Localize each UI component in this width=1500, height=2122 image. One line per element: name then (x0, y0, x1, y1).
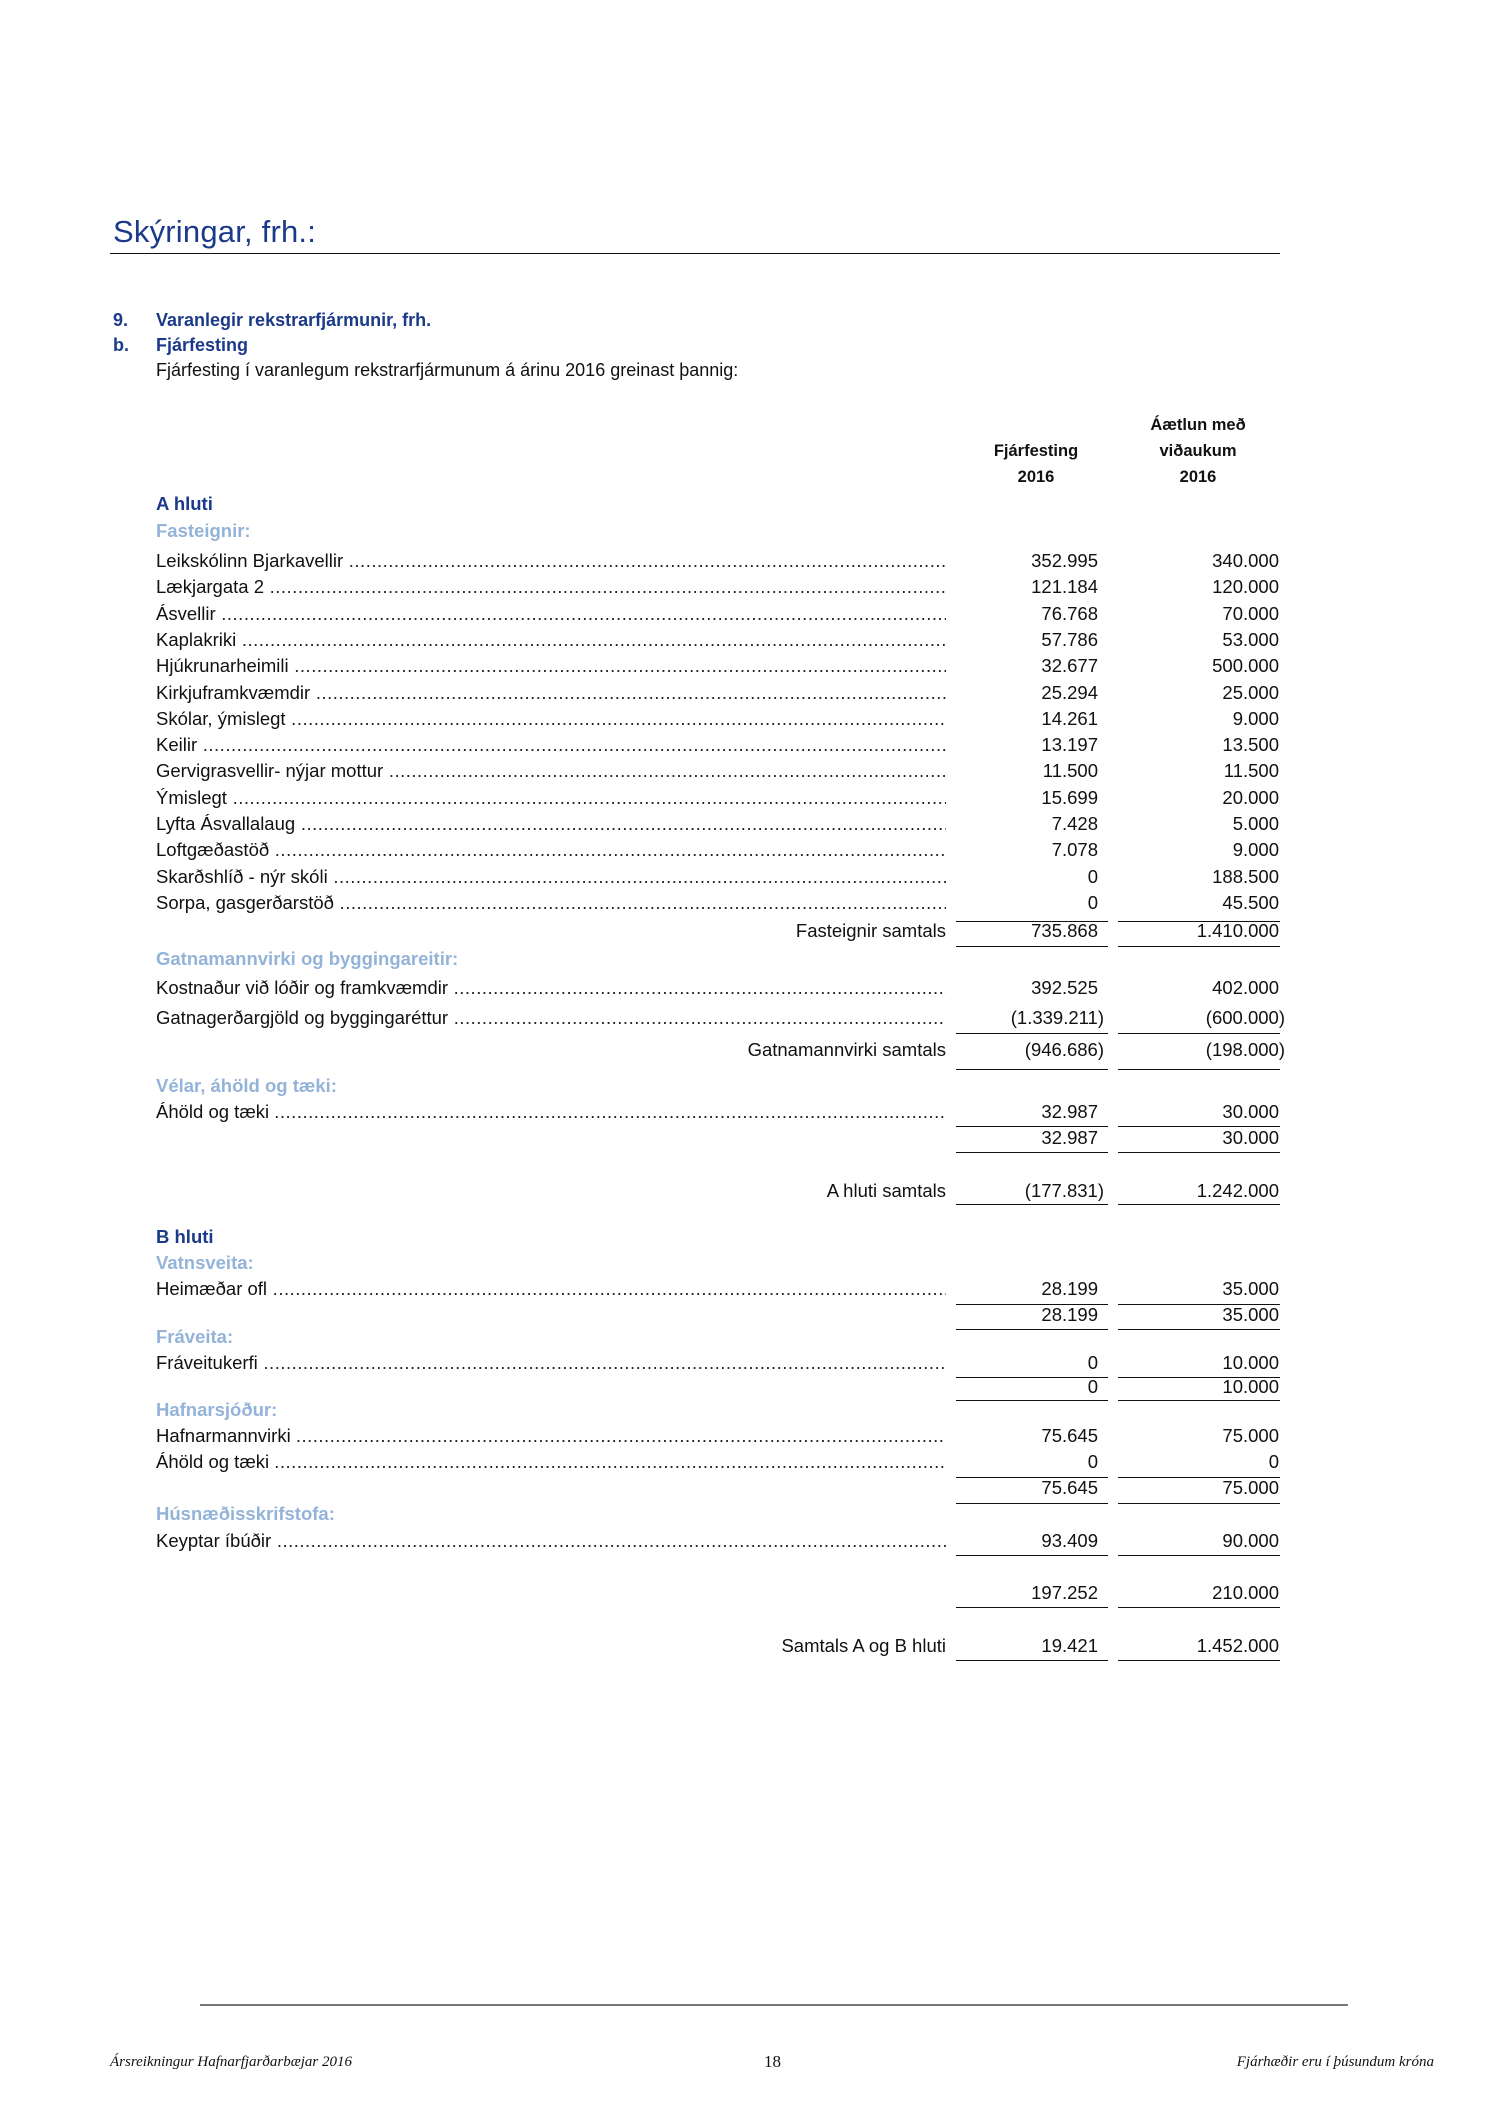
row-label: Sorpa, gasgerðarstöð ..... (156, 892, 946, 914)
part-b-heading: B hluti (156, 1226, 214, 1247)
row-value-fjarfesting: 75.645 (1041, 1425, 1098, 1446)
table-row (156, 1352, 1279, 1378)
row-label: Lyfta Ásvallalaug ..... (156, 813, 946, 835)
row-value-fjarfesting: 76.768 (1041, 602, 1098, 624)
total-row-vatnsveita (156, 1304, 1279, 1330)
column-header-line: viðaukum (1159, 442, 1237, 460)
total-value-fjarfesting: 75.645 (1041, 1477, 1098, 1498)
row-value-aaetlun: 35.000 (1222, 1278, 1279, 1299)
total-label: A hluti samtals (826, 1180, 946, 1201)
grand-total-row (156, 1635, 1279, 1661)
total-row-a-hluti (156, 1180, 1279, 1206)
row-value-fjarfesting: 7.428 (1051, 813, 1098, 834)
subtotal-rule (956, 1033, 1108, 1034)
total-value-aaetlun: (198.000) (1205, 1039, 1285, 1060)
table-row (156, 734, 1279, 760)
total-value-aaetlun: 75.000 (1222, 1477, 1279, 1498)
total-value-aaetlun: 30.000 (1222, 1127, 1279, 1148)
total-rule (1118, 1204, 1280, 1205)
row-label: Ýmislegt ..... (156, 787, 946, 809)
row-label: Kirkjuframkvæmdir ..... (156, 682, 946, 704)
column-header-line: Áætlun með (1150, 416, 1246, 434)
total-rule (956, 1400, 1108, 1401)
total-value-fjarfesting: 32.987 (1041, 1127, 1098, 1148)
table-row (156, 550, 1279, 576)
category-fasteignir: Fasteignir: (156, 520, 251, 541)
table-row (156, 1278, 1279, 1304)
table-row (156, 891, 1279, 918)
total-rule (956, 1204, 1108, 1205)
row-value-fjarfesting: 14.261 (1041, 707, 1098, 729)
row-label: Skarðshlíð - nýr skóli ..... (156, 866, 946, 888)
total-rule (1118, 1152, 1280, 1153)
total-rule (956, 1152, 1108, 1153)
total-row-hafnarsjodur (156, 1477, 1279, 1503)
row-label: Áhöld og tæki ..... (156, 1451, 946, 1473)
row-value-fjarfesting: 57.786 (1041, 628, 1098, 650)
part-a-heading: A hluti (156, 493, 213, 514)
row-value-fjarfesting: 13.197 (1041, 734, 1098, 756)
row-value-fjarfesting: 32.677 (1041, 655, 1098, 677)
row-value-aaetlun: 11.500 (1223, 760, 1279, 782)
row-value-aaetlun: 188.500 (1212, 865, 1279, 887)
row-label: Lækjargata 2 ..... (156, 576, 946, 598)
table-row (156, 1530, 1279, 1556)
row-value-aaetlun: 70.000 (1222, 602, 1279, 624)
row-value-aaetlun: 340.000 (1212, 550, 1279, 571)
row-label: Gervigrasvellir- nýjar mottur ..... (156, 760, 946, 782)
row-value-aaetlun: 90.000 (1222, 1530, 1279, 1551)
total-rule (956, 1329, 1108, 1330)
row-value-fjarfesting: 93.409 (1041, 1530, 1098, 1551)
row-label: Keilir ..... (156, 734, 946, 756)
table-row (156, 681, 1279, 708)
table-row (156, 576, 1279, 602)
total-label: Samtals A og B hluti (781, 1635, 946, 1656)
table-row (156, 760, 1279, 786)
row-label: Áhöld og tæki ..... (156, 1101, 946, 1123)
section-title: Varanlegir rekstrarfjármunir, frh. (156, 310, 432, 330)
table-row (156, 602, 1279, 629)
row-value-fjarfesting: (1.339.211) (1010, 1007, 1104, 1028)
row-label: Skólar, ýmislegt ..... (156, 708, 946, 730)
section-number: 9. (113, 310, 129, 330)
total-label: Fasteignir samtals (795, 920, 946, 941)
table-row (156, 628, 1279, 655)
table-row (156, 813, 1279, 839)
total-value-fjarfesting: 735.868 (1031, 920, 1098, 941)
category-vatnsveita: Vatnsveita: (156, 1252, 254, 1273)
row-value-aaetlun: 5.000 (1232, 813, 1279, 834)
total-rule (956, 1555, 1108, 1556)
row-value-fjarfesting: 25.294 (1041, 681, 1098, 703)
total-value-aaetlun: 10.000 (1222, 1376, 1279, 1397)
category-velar: Vélar, áhöld og tæki: (156, 1075, 337, 1096)
total-value-fjarfesting: 28.199 (1041, 1304, 1098, 1325)
category-fraveita: Fráveita: (156, 1326, 234, 1347)
page-number: 18 (764, 2052, 781, 2071)
row-value-fjarfesting: 0 (1087, 865, 1098, 887)
total-rule (956, 1660, 1108, 1661)
row-label: Kostnaður við lóðir og framkvæmdir ..... (156, 977, 946, 999)
table-row (156, 707, 1279, 734)
category-gatnamannvirki: Gatnamannvirki og byggingareitir: (156, 948, 459, 969)
total-rule (1118, 1329, 1280, 1330)
total-rule (1118, 1069, 1280, 1070)
row-value-fjarfesting: 7.078 (1051, 839, 1098, 861)
total-value-fjarfesting: 0 (1087, 1376, 1098, 1397)
total-rule (1118, 1400, 1280, 1401)
row-value-aaetlun: 75.000 (1222, 1425, 1279, 1446)
table-row (156, 865, 1279, 892)
table-row (156, 977, 1279, 1003)
footer-document-title: Ársreikningur Hafnarfjarðarbæjar 2016 (110, 2054, 352, 2070)
row-value-fjarfesting: 28.199 (1041, 1278, 1098, 1299)
total-row-fasteignir (156, 920, 1279, 946)
table-row (156, 1425, 1279, 1451)
row-label: Hafnarmannvirki ..... (156, 1425, 946, 1447)
row-value-aaetlun: 13.500 (1222, 734, 1279, 756)
row-label: Hjúkrunarheimili ..... (156, 655, 946, 677)
row-value-fjarfesting: 0 (1087, 891, 1098, 913)
total-value-fjarfesting: 19.421 (1041, 1635, 1098, 1656)
table-row (156, 655, 1279, 681)
row-value-fjarfesting: 121.184 (1031, 576, 1098, 598)
total-row-fraveita (156, 1376, 1279, 1402)
row-value-aaetlun: 25.000 (1222, 681, 1279, 703)
row-label: Kaplakriki ..... (156, 629, 946, 651)
category-hafnarsjodur: Hafnarsjóður: (156, 1399, 278, 1420)
total-rule (1118, 1503, 1280, 1504)
row-value-fjarfesting: 0 (1087, 1352, 1098, 1373)
footer-currency-note: Fjárhæðir eru í þúsundum króna (1236, 2054, 1434, 2070)
row-value-aaetlun: 10.000 (1222, 1352, 1279, 1373)
row-label: Leikskólinn Bjarkavellir ..... (156, 550, 946, 572)
row-value-aaetlun: 402.000 (1212, 977, 1279, 998)
total-value-fjarfesting: (946.686) (1024, 1039, 1104, 1060)
title-divider (110, 253, 1280, 254)
row-value-aaetlun: 9.000 (1232, 707, 1279, 729)
row-value-aaetlun: 30.000 (1222, 1101, 1279, 1122)
total-rule (956, 1069, 1108, 1070)
row-value-aaetlun: 20.000 (1222, 786, 1279, 808)
row-value-aaetlun: 9.000 (1232, 839, 1279, 861)
subsection-number: b. (113, 335, 129, 355)
row-value-aaetlun: 53.000 (1222, 628, 1279, 650)
column-header-aaetlun (1098, 412, 1298, 490)
row-label: Heimæðar ofl ..... (156, 1278, 946, 1300)
total-rule (1118, 1607, 1280, 1608)
total-rule (1118, 946, 1280, 947)
total-value-aaetlun: 1.410.000 (1196, 920, 1279, 941)
page-title: Skýringar, frh.: (113, 214, 317, 249)
total-rule (956, 946, 1108, 947)
row-label: Gatnagerðargjöld og byggingaréttur ..... (156, 1007, 946, 1029)
subtotal-rule (1118, 1033, 1280, 1034)
row-label: Ásvellir ..... (156, 603, 946, 625)
row-value-fjarfesting: 352.995 (1031, 550, 1098, 571)
total-value-aaetlun: 1.242.000 (1196, 1180, 1279, 1201)
intro-text: Fjárfesting í varanlegum rekstrarfjármunum á árinu 2016 greinast þannig: (156, 360, 739, 380)
total-rule (1118, 1555, 1280, 1556)
row-label: Fráveitukerfi ..... (156, 1352, 946, 1374)
total-value-aaetlun: 1.452.000 (1196, 1635, 1279, 1656)
total-row-gatnamannvirki (156, 1039, 1285, 1065)
total-rule (956, 1607, 1108, 1608)
total-rule (956, 1503, 1108, 1504)
total-row-velar (156, 1127, 1279, 1153)
category-husnaedisskrifstofa: Húsnæðisskrifstofa: (156, 1503, 335, 1524)
table-row (156, 1451, 1279, 1477)
row-value-fjarfesting: 0 (1087, 1451, 1098, 1472)
total-value-aaetlun: 210.000 (1212, 1582, 1279, 1603)
row-value-aaetlun: 45.500 (1222, 891, 1279, 913)
column-header-year: 2016 (1179, 468, 1217, 486)
column-header-line: Fjárfesting (993, 442, 1079, 460)
table-row (156, 839, 1279, 865)
row-value-aaetlun: 500.000 (1212, 655, 1279, 677)
total-value-aaetlun: 35.000 (1222, 1304, 1279, 1325)
column-header-year: 2016 (1017, 468, 1055, 486)
total-rule (1118, 1660, 1280, 1661)
row-value-aaetlun: 0 (1268, 1451, 1279, 1472)
row-value-fjarfesting: 15.699 (1041, 786, 1098, 808)
total-label: Gatnamannvirki samtals (747, 1039, 946, 1060)
total-value-fjarfesting: (177.831) (1024, 1180, 1104, 1201)
row-value-fjarfesting: 11.500 (1042, 760, 1098, 782)
table-row (156, 786, 1279, 813)
row-label: Loftgæðastöð ..... (156, 839, 946, 861)
table-row (156, 1101, 1279, 1127)
subsection-title: Fjárfesting (156, 335, 249, 355)
row-label: Keyptar íbúðir ..... (156, 1530, 946, 1552)
row-value-aaetlun: 120.000 (1212, 576, 1279, 598)
table-row (156, 1007, 1285, 1033)
total-value-fjarfesting: 197.252 (1031, 1582, 1098, 1603)
total-row-b-hluti (156, 1582, 1279, 1608)
row-value-aaetlun: (600.000) (1205, 1007, 1285, 1028)
footer-divider (200, 2004, 1348, 2006)
row-value-fjarfesting: 392.525 (1031, 977, 1098, 998)
row-value-fjarfesting: 32.987 (1041, 1101, 1098, 1122)
